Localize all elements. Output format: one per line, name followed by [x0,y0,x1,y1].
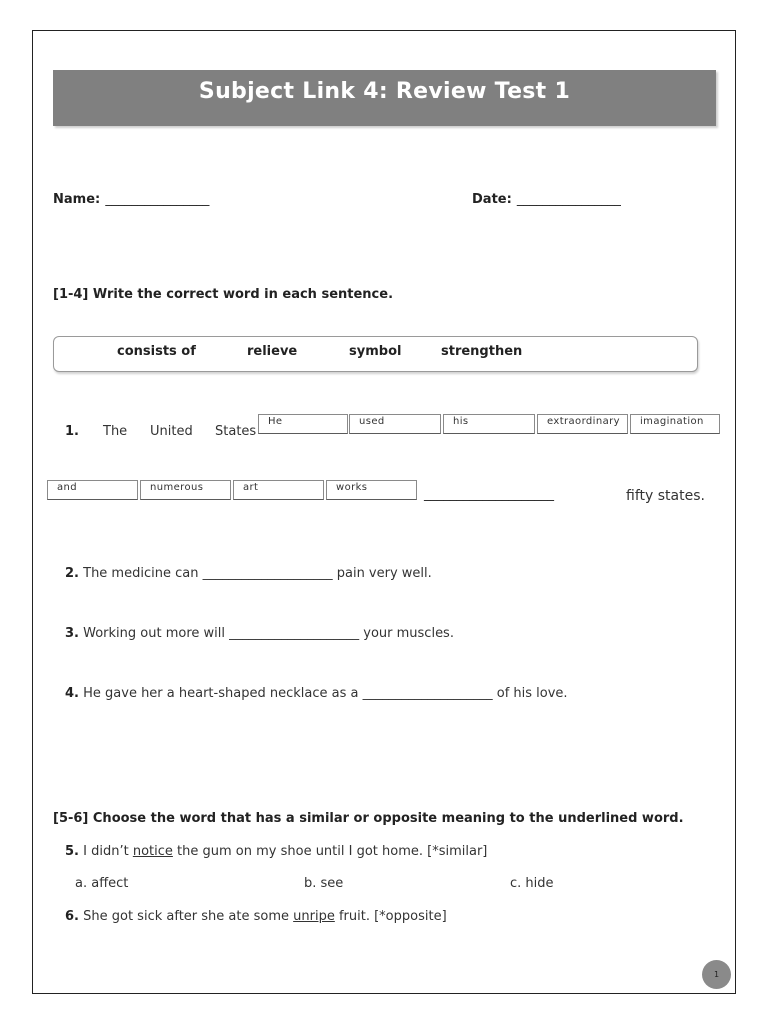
underlined-word: unripe [293,909,335,924]
question-3 [65,626,454,641]
word-bank-item: consists of [117,344,196,359]
option-a: a. affect [75,876,129,891]
question-number: 1. [65,424,79,439]
answer-blank: ____________________ [229,626,360,641]
name-label: Name: [53,192,101,207]
underlined-word: notice [132,844,173,859]
question-text: fruit. [*opposite] [338,909,447,924]
name-field [53,188,209,207]
question-text: He gave her a heart-shaped necklace as a [83,686,359,701]
option-b: b. see [304,876,344,891]
q1-ending: fifty states. [626,488,705,504]
date-field [472,188,621,207]
question-text: Working out more will [83,626,225,641]
page-number: 1 [713,970,720,979]
word-bank [53,336,698,372]
question-text: The medicine can [83,566,199,581]
question-text: of his love. [496,686,568,701]
question-number: 6. [65,909,79,924]
question-text: I didn’t [83,844,129,859]
q1-word-cell: works [326,480,417,500]
q1-word-cell: imagination [630,414,720,434]
q1-word-cell: his [443,414,535,434]
question-number: 2. [65,566,79,581]
question-text: your muscles. [363,626,454,641]
question-number: 5. [65,844,79,859]
section-1-heading: [1-4] Write the correct word in each sentence. [53,287,394,302]
q1-blank: ____________________ [424,487,554,502]
q1-word-cell: art [233,480,324,500]
question-number: 4. [65,686,79,701]
question-2 [65,566,432,581]
page-title: Subject Link 4: Review Test 1 [198,78,571,104]
q1-word-cell: He [258,414,348,434]
name-line: ________________ [105,192,210,207]
answer-blank: ____________________ [362,686,493,701]
q1-word: United [150,424,193,439]
q1-word-cell: extraordinary [537,414,628,434]
option-c: c. hide [510,876,554,891]
word-bank-item: symbol [349,344,402,359]
title-banner [53,70,716,126]
q1-word-cell: used [349,414,441,434]
q1-word-cell: and [47,480,138,500]
section-2-heading: [5-6] Choose the word that has a similar or opposite meaning to the underlined word. [53,811,684,826]
question-text: She got sick after she ate some [83,909,289,924]
q1-word-cell: numerous [140,480,231,500]
q1-word: States [215,424,257,439]
question-number: 3. [65,626,79,641]
word-bank-item: strengthen [441,344,523,359]
q1-word: The [103,424,128,439]
question-4 [65,686,568,701]
question-5 [65,844,487,859]
question-text: the gum on my shoe until I got home. [*similar] [177,844,488,859]
question-6 [65,909,447,924]
answer-blank: ____________________ [202,566,333,581]
word-bank-item: relieve [247,344,298,359]
date-label: Date: [472,192,512,207]
date-line: ________________ [516,192,621,207]
page-number-badge [702,960,731,989]
question-text: pain very well. [336,566,432,581]
question-1-number [65,424,79,439]
